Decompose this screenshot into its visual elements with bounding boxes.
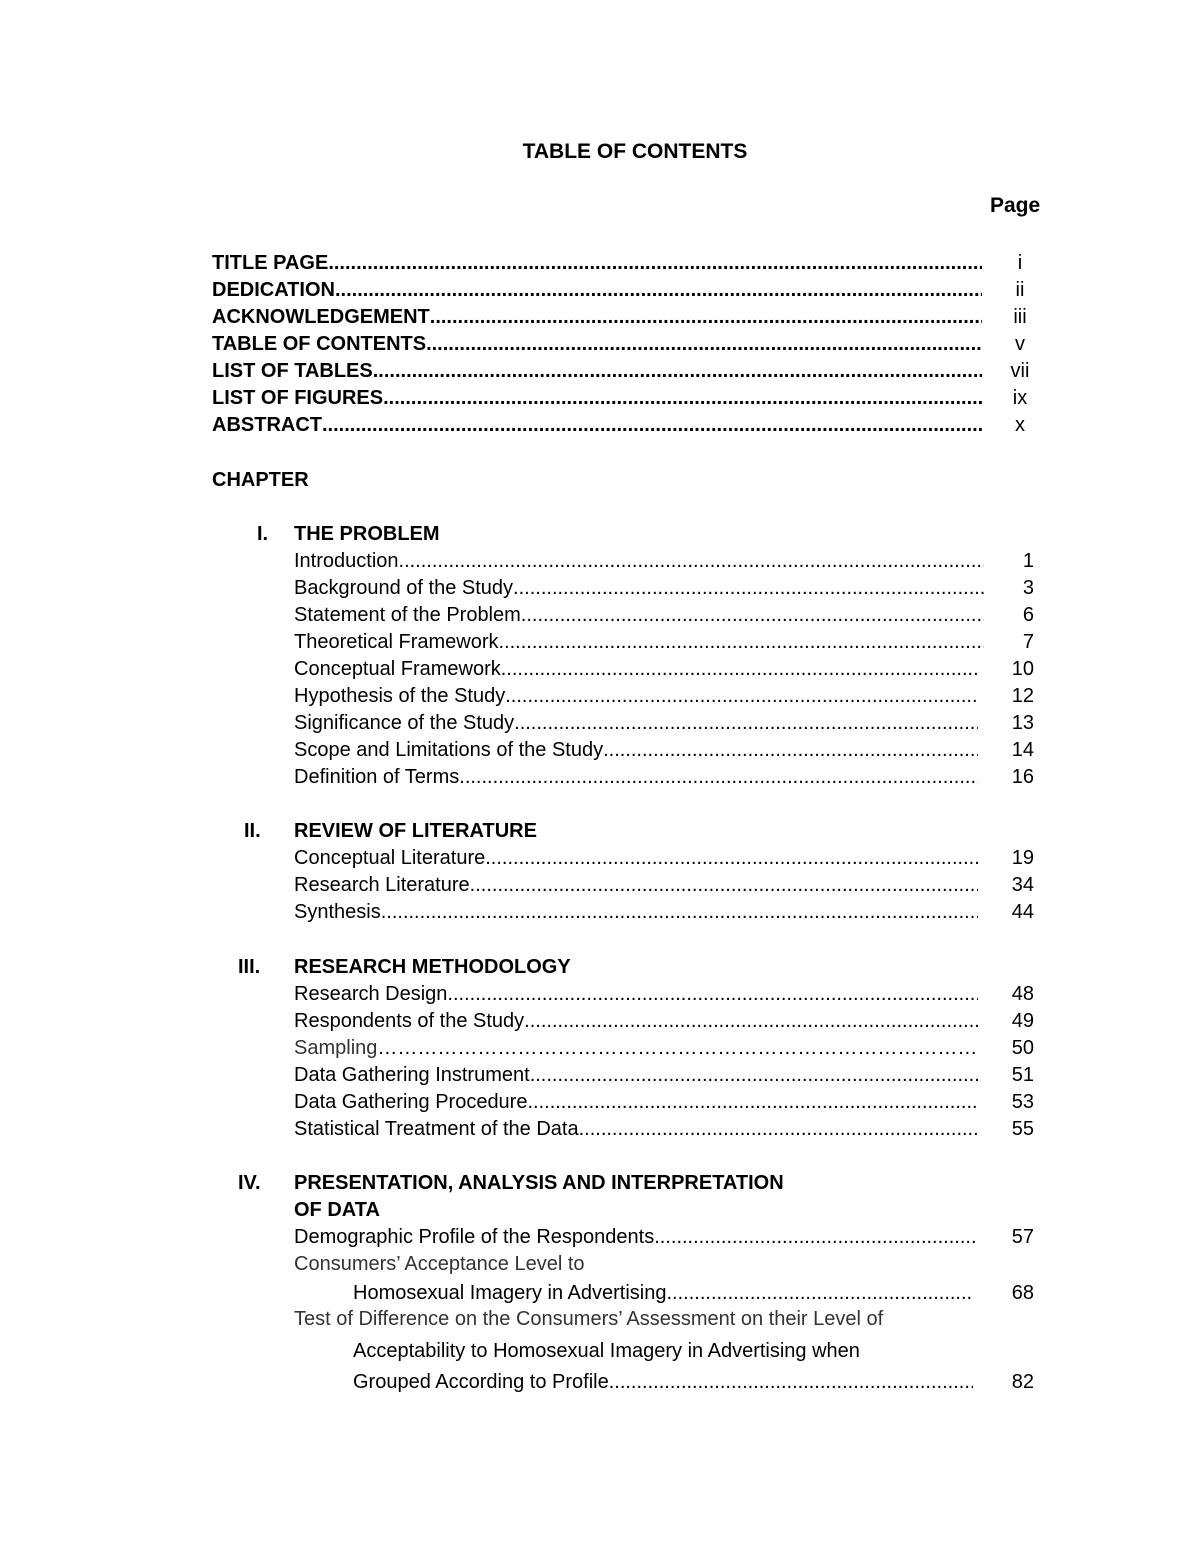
toc-entry: Research Literature ..... [294,872,978,899]
toc-entry: Definition of Terms ..... [294,764,978,791]
toc-entry: Statement of the Problem ..... [294,602,984,629]
chapter-numeral: I. [257,523,269,545]
page-number: 48 [1011,983,1034,1005]
page-number: 50 [1011,1037,1034,1059]
leader-dots [524,1008,978,1035]
page-number: 82 [1011,1371,1034,1393]
chapter-title: THE PROBLEM [294,523,440,545]
toc-entry: Hypothesis of the Study ..... [294,683,978,710]
leader-dots [579,1116,978,1143]
chapter-title-continued: OF DATA [294,1199,380,1221]
toc-entry-title-page: TITLE PAGE ..... [212,250,982,277]
toc-entry-abstract: ABSTRACT ..... [212,412,982,439]
page-number: 14 [1011,739,1034,761]
toc-entry: Scope and Limitations of the Study ..... [294,737,978,764]
leader-dots [447,981,978,1008]
page-number: i [1017,252,1023,274]
page-number: x [1015,414,1025,436]
chapter-title: PRESENTATION, ANALYSIS AND INTERPRETATION [294,1172,784,1194]
toc-entry: Statistical Treatment of the Data ..... [294,1116,978,1143]
chapter-title: REVIEW OF LITERATURE [294,820,537,842]
leader-dots [381,899,978,926]
leader-dots [328,250,982,277]
leader-dots [654,1224,978,1251]
leader-dots [322,412,982,439]
toc-entry-line: Test of Difference on the Consumers’ Assessment on their Level of [294,1308,884,1330]
page-number: 44 [1011,901,1034,923]
leader-dots [666,1280,973,1307]
page-number: 13 [1011,712,1034,734]
leader-dots [514,710,978,737]
leader-dots [513,575,984,602]
page-number: ii [1015,279,1025,301]
page-number: 12 [1011,685,1034,707]
leader-dots [426,331,982,358]
toc-entry: Significance of the Study ..... [294,710,978,737]
leader-dots [383,385,982,412]
leader-dots [609,1369,973,1396]
page-number: 34 [1011,874,1034,896]
page-number: ix [1012,387,1028,409]
toc-entry: Conceptual Literature ..... [294,845,978,872]
toc-entry: Synthesis ..... [294,899,978,926]
page-number: 57 [1011,1226,1034,1248]
toc-entry: Data Gathering Procedure ..... [294,1089,978,1116]
page-number: v [1015,333,1025,355]
page-number: 68 [1011,1282,1034,1304]
chapter-label: CHAPTER [212,469,309,491]
leader-dots [459,764,978,791]
toc-entry: Conceptual Framework ..... [294,656,978,683]
leader-dots [499,629,984,656]
page-number: 16 [1011,766,1034,788]
toc-entry: Homosexual Imagery in Advertising ..... [353,1280,973,1307]
leader-dots [501,656,978,683]
leader-dots [373,358,982,385]
toc-entry-table-of-contents: TABLE OF CONTENTS ..... [212,331,982,358]
leader-dots [530,1062,978,1089]
toc-entry: Data Gathering Instrument ..... [294,1062,978,1089]
leader-dots [527,1089,978,1116]
leader-dots [399,548,984,575]
toc-entry: Research Design ..... [294,981,978,1008]
chapter-numeral: III. [238,956,261,978]
page-number: 49 [1011,1010,1034,1032]
page-number: 1 [1022,550,1034,572]
toc-entry: Demographic Profile of the Respondents ..... [294,1224,978,1251]
page-number: 10 [1011,658,1034,680]
toc-entry-line: Acceptability to Homosexual Imagery in Advertising when [353,1340,860,1362]
page-number: 53 [1011,1091,1034,1113]
page-column-header: Page [990,194,1041,217]
leader-dots [485,845,978,872]
leader-dots [377,1035,978,1062]
toc-entry: Grouped According to Profile ..... [353,1369,973,1396]
page-number: iii [1013,306,1027,328]
leader-dots [521,602,984,629]
leader-dots [505,683,978,710]
toc-entry-acknowledgement: ACKNOWLEDGEMENT ..... [212,304,982,331]
toc-entry: Introduction ..... [294,548,984,575]
toc-entry: Respondents of the Study ..... [294,1008,978,1035]
page-number: 7 [1022,631,1034,653]
page-number: 6 [1022,604,1034,626]
page-number: 19 [1011,847,1034,869]
chapter-numeral: II. [244,820,261,842]
toc-entry: Theoretical Framework ..... [294,629,984,656]
leader-dots [470,872,978,899]
chapter-title: RESEARCH METHODOLOGY [294,956,571,978]
toc-entry-list-of-tables: LIST OF TABLES ..... [212,358,982,385]
page-number: vii [1010,360,1030,382]
chapter-numeral: IV. [238,1172,261,1194]
leader-dots [430,304,982,331]
page-number: 51 [1011,1064,1034,1086]
toc-entry-dedication: DEDICATION ..... [212,277,982,304]
toc-entry: Background of the Study ..... [294,575,984,602]
toc-entry-line: Consumers’ Acceptance Level to [294,1253,585,1275]
page-number: 55 [1011,1118,1034,1140]
toc-title: TABLE OF CONTENTS [522,140,748,163]
leader-dots [603,737,978,764]
page-number: 3 [1022,577,1034,599]
leader-dots [335,277,982,304]
toc-entry: Sampling ……………………………………………………………………………………………………………………………………………………………… [294,1035,978,1062]
toc-entry-list-of-figures: LIST OF FIGURES ..... [212,385,982,412]
